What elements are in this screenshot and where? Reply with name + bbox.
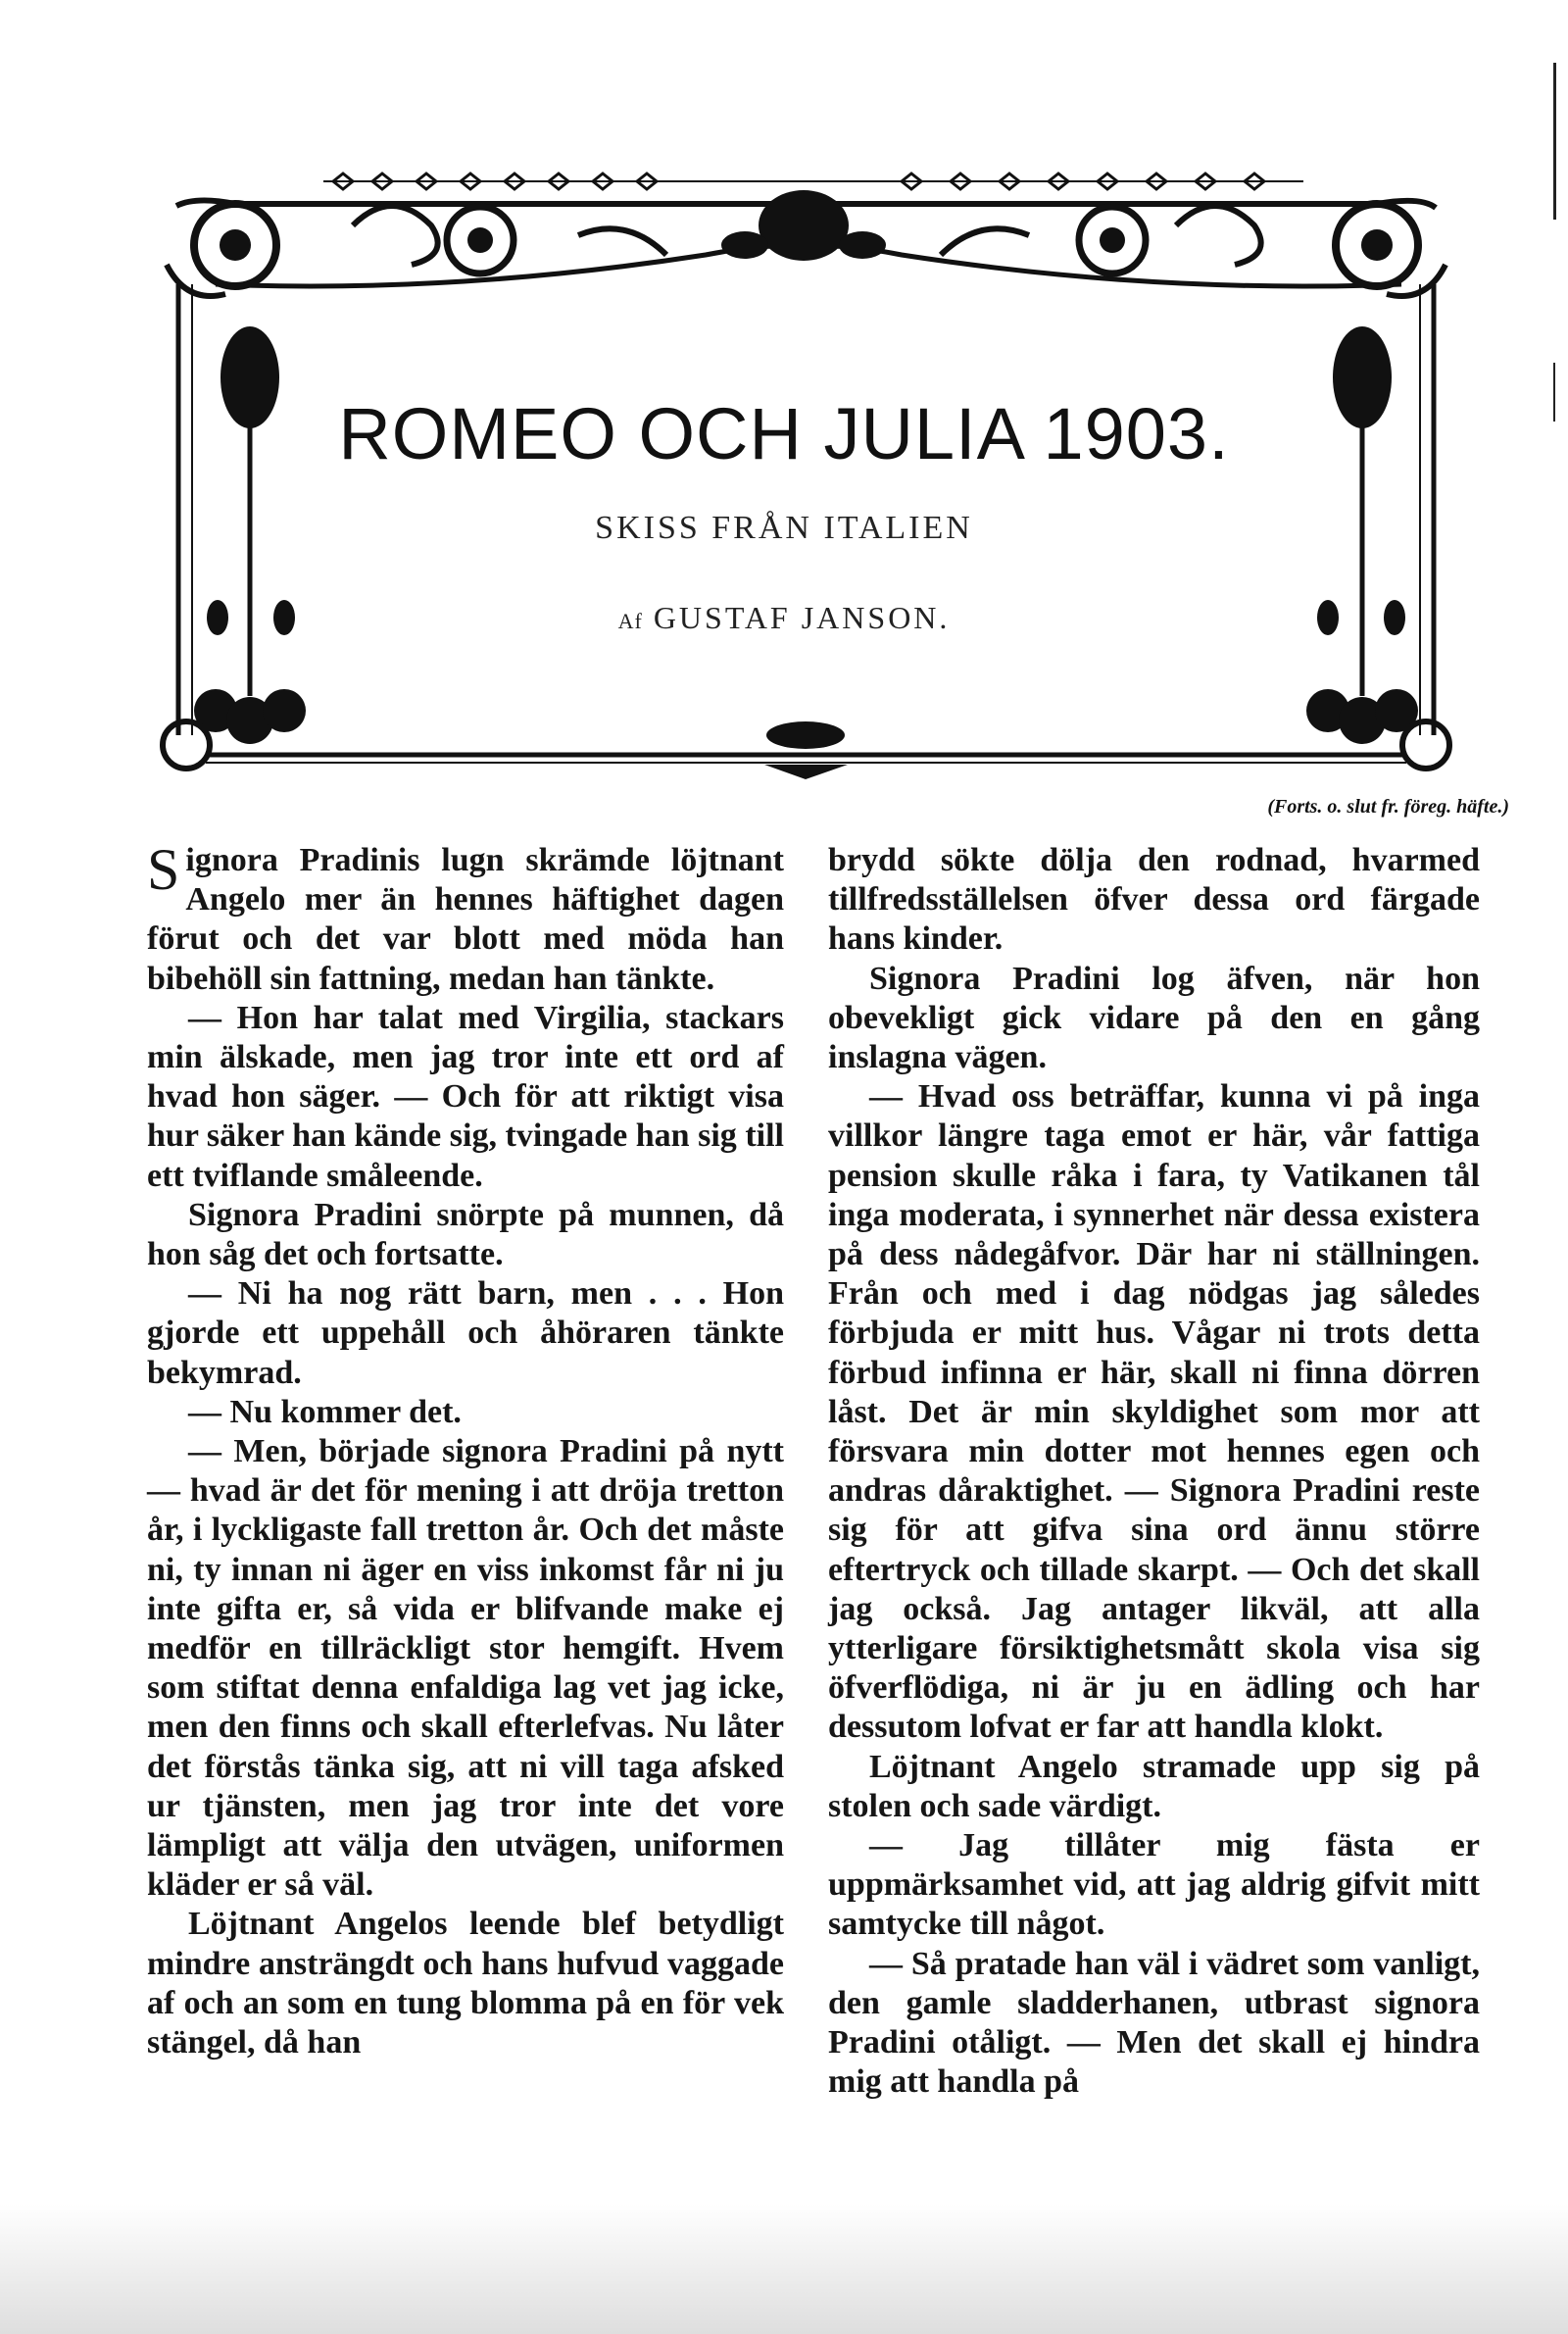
paragraph: Löjtnant Angelo stramade upp sig på stolen och sade värdigt. (828, 1748, 1480, 1824)
page-edge-rule (1553, 63, 1556, 220)
drop-cap: S (147, 837, 180, 902)
right-text-column (828, 841, 1480, 2272)
paragraph: — Nu kommer det. (188, 1393, 462, 1430)
paragraph: — Hvad oss beträffar, kunna vi på inga villkor längre taga emot er här, vår fattiga pension skulle råka i fara, ty Vatikanen tål inga moderata, i synnerhet när dessa existera på dess nådegåfvor. Där har ni ställningen. Från och med i dag nödgas jag således förbjuda er mitt hus. Vågar ni trots detta förbud infinna er här, skall ni finna dörren låst. Det är min skyldighet som mor att försvara min dotter mot hennes egen och andras dåraktighet. — Signora Pradini reste sig för att gifva sina ord ännu större eftertryck och tillade skarpt. — Och det skall jag också. Jag antager likväl, att alla ytterligare försiktighetsmått skola visa sig öfverflödiga, ni är ju en ädling och har dessutom lofvat er far att handla klokt. (828, 1078, 1480, 1746)
paragraph: Löjtnant Angelos leende blef betydligt mindre ansträngdt och hans hufvud vaggade af och an som en tung blomma på en för vek stängel, då han (147, 1906, 784, 2061)
paragraph-text: ignora Pradinis lugn skrämde löjtnant Angelo mer än hennes häftighet dagen förut och det var blott med möda han bibehöll sin fattning, medan han tänkte. (147, 842, 784, 997)
byline-author: GUSTAF JANSON. (653, 600, 951, 635)
byline-prefix: Af (617, 609, 643, 633)
continuation-note: (Forts. o. slut fr. föreg. häfte.) (1267, 796, 1509, 818)
paragraph: — Men, började signora Pradini på nytt — hvad är det för mening i att dröja tretton år, i lyckligaste fall tretton år. Och det måste ni, ty innan ni äger en viss inkomst får ni ju inte gifta er, så vida er blifvande make ej medför en tillräckligt stor hemgift. Hvem som stiftat denna enfaldiga lag vet jag icke, men den finns och skall efterlefvas. Nu låter det förstås tänka sig, att ni vill taga afsked ur tjänsten, men jag tror inte det vore lämpligt att välja den utvägen, uniformen kläder er så väl. (147, 1433, 784, 1904)
paragraph (147, 837, 784, 999)
paragraph: brydd sökte dölja den rodnad, hvarmed tillfredsställelsen öfver dessa ord färgade hans kinder. (828, 842, 1480, 958)
paragraph: — Jag tillåter mig fästa er uppmärksamhet vid, att jag aldrig gifvit mitt samtycke till något. (828, 1827, 1480, 1943)
paragraph: Signora Pradini snörpte på munnen, då hon såg det och fortsatte. (147, 1196, 784, 1273)
paragraph: Signora Pradini log äfven, när hon obevekligt gick vidare på den en gång inslagna vägen. (828, 960, 1480, 1076)
byline (0, 600, 1568, 636)
article-subtitle: SKISS FRÅN ITALIEN (595, 510, 973, 546)
paragraph: — Ni ha nog rätt barn, men . . . Hon gjorde ett uppehåll och åhöraren tänkte bekymrad. (147, 1275, 784, 1391)
paragraph: — Hon har talat med Virgilia, stackars min älskade, men jag tror inte ett ord af hvad hon säger. — Och för att riktigt visa hur säker han kände sig, tvingade han sig till ett tviflande småleende. (147, 999, 784, 1194)
article-title: ROMEO OCH JULIA 1903. (338, 393, 1230, 474)
paragraph: — Så pratade han väl i vädret som vanligt, den gamle sladderhanen, utbrast signora Pradini otåligt. — Men det skall ej hindra mig att handla på (828, 1945, 1480, 2101)
left-text-column (147, 837, 784, 2272)
top-lozenge-chain (323, 174, 1303, 189)
